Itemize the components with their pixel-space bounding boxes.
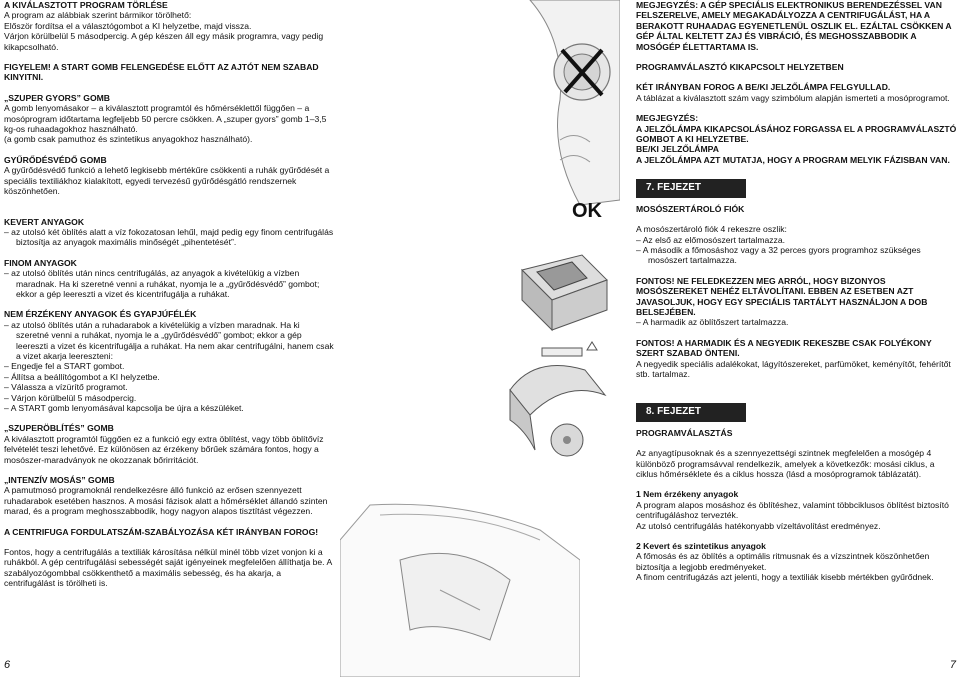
right-column: [636, 0, 958, 583]
drawer-illustration: [512, 250, 612, 360]
section-heading: FINOM ANYAGOK: [4, 257, 77, 268]
spacer: [636, 165, 958, 175]
spacer: [4, 299, 334, 309]
spacer: [636, 328, 958, 338]
spacer: [636, 479, 958, 489]
paragraph: A gyűrődésvédő funkció a lehető legkisebb mértékűre csökkenti a ruhák gyűrődését a speciális textiliákhoz kialakított, egyedi tervezésű gyűrődésgátló rendszernek köszönhetően.: [4, 165, 330, 197]
spacer: [636, 214, 958, 224]
section-heading: A CENTRIFUGA FORDULATSZÁM-SZABÁLYOZÁSA KÉT IRÁNYBAN FOROG!: [4, 526, 319, 537]
page-number-right: 7: [949, 659, 956, 671]
section-heading: A KIVÁLASZTOTT PROGRAM TÖRLÉSE: [4, 0, 168, 10]
spacer: [4, 537, 334, 547]
list-item: – Engedje fel a START gombot.: [4, 361, 125, 372]
ok-label: OK: [572, 200, 602, 222]
list-item: – Állítsa a beállítógombot a KI helyzetbe.: [4, 371, 160, 382]
section-heading: A JELZŐLÁMPA KIKAPCSOLÁSÁHOZ FORGASSA EL A PROGRAMVÁLASZTÓ GOMBOT A KI HELYZETBE.: [636, 123, 957, 145]
section-heading: A JELZŐLÁMPA AZT MUTATJA, HOGY A PROGRAM MELYIK FÁZISBAN VAN.: [636, 154, 950, 165]
chapter-banner: 8. FEJEZET: [636, 403, 746, 421]
door-illustration: [340, 500, 580, 677]
spacer: [4, 465, 334, 475]
paragraph: Az utolsó centrifugálás hatékonyabb vízeltávolítást eredményez.: [636, 520, 881, 531]
spacer: [636, 438, 958, 448]
list-item: – az utolsó öblítés után nincs centrifugálás, az anyagok a kivételükig a vízben maradnak. Ha ki szeretné venni a ruhákat, nyomja le a „gyűrődésvédő” gombot; ekkor a gép leereszti a vizet és kicentrifugálja a ruhákat.: [4, 268, 320, 299]
section-heading: FONTOS! NE FELEDKEZZEN MEG ARRÓL, HOGY BIZONYOS MOSÓSZEREKET NEHÉZ ELTÁVOLÍTANI. EBBEN AZ ESETBEN AZT JAVASOLJUK, HOGY EGY SPECIÁLIS TARTÁLYT HASZNÁLJON A DOB BELSEJÉBEN.: [636, 275, 928, 317]
spacer: [4, 83, 334, 93]
section-heading: PROGRAMVÁLASZTÁS: [636, 427, 733, 438]
section-heading: „SZUPER GYORS” GOMB: [4, 92, 110, 103]
paragraph: A táblázat a kiválasztott szám vagy szimbólum alapján ismerteti a mosóprogramot.: [636, 92, 950, 103]
section-heading: BE/KI JELZŐLÁMPA: [636, 144, 719, 155]
paragraph: Várjon körülbelül 5 másodpercig. A gép készen áll egy másik programra, vagy pedig kikapcsolható.: [4, 31, 324, 52]
paragraph: A negyedik speciális adalékokat, lágyítószereket, parfümöket, keményítőt, fehérítőt stb. tartalmaz.: [636, 358, 951, 379]
spacer: [4, 248, 334, 258]
paragraph: A program alapos mosáshoz és öblítéshez, valamint többciklusos öblítést biztosító centrifugáláshoz tervezték.: [636, 499, 949, 521]
section-heading: „SZUPERÖBLÍTÉS” GOMB: [4, 423, 114, 434]
paragraph: A finom centrifugázás azt jelenti, hogy a textiliák kisebb mértékben gyűrődnek.: [636, 572, 934, 583]
sub-heading: 2 Kevert és szintetikus anyagok: [636, 541, 766, 552]
spacer: [4, 197, 334, 217]
list-item: – A START gomb lenyomásával kapcsolja be újra a készüléket.: [4, 403, 244, 413]
paragraph: A kiválasztott programtól függően ez a funkció egy extra öblítést, vagy több öblítővíz felvételét teszi lehetővé. Ez különösen az érzékeny bőrűek számára fontos, hogy a mosószer-maradványok ne okozzanak bőrirritációt.: [4, 433, 324, 465]
section-heading: FIGYELEM! A START GOMB FELENGEDÉSE ELŐTT AZ AJTÓT NEM SZABAD KINYITNI.: [4, 62, 319, 83]
spacer: [636, 72, 958, 82]
paragraph: A mosószertároló fiók 4 rekeszre oszlik:: [636, 224, 787, 235]
paragraph: Először fordítsa el a választógombot a KI helyzetbe, majd vissza.: [4, 20, 252, 31]
spacer: [636, 266, 958, 276]
section-heading: MEGJEGYZÉS: A GÉP SPECIÁLIS ELEKTRONIKUS BERENDEZÉSSEL VAN FELSZERELVE, AMELY MEGAKADÁLYOZZA A CENTRIFUGÁLÁST, HA A BERAKOTT RUHAADAG EGYENETLENÜL OSZLIK EL. EZÁLTAL CSÖKKEN A GÉP ÁLTAL KELTETT ZAJ ÉS VIBRÁCIÓ, ÉS MEGHOSSZABBODIK A MOSÓGÉP ÉLETTARTAMA IS.: [636, 0, 952, 52]
paragraph: A pamutmosó programoknál rendelkezésre álló funkció az erősen szennyezett ruhadarabok esetében hasznos. A mosási fázisok alatt a hőmérséklet állandó szinten marad, és a program meghosszabbodik, hogy nagyon alapos tisztítást végezzen.: [4, 485, 328, 517]
list-item: – Az első az előmosószert tartalmazza.: [636, 234, 786, 245]
paragraph: Fontos, hogy a centrifugálás a textiliák károsítása nélkül minél több vizet vonjon ki a ruhákból. A gép centrifugálási sebességét saját igényeinek megfelelően állíthatja be. A szabályozógombbal csökkenthető a maximális sebesség, és ha akarja, a centrifugálást is törölheti is.: [4, 547, 332, 589]
spacer: [636, 52, 958, 62]
list-item: – az utolsó két öblítés alatt a víz fokozatosan lehűl, majd pedig egy finom centrifugálás biztosítja az anyagok maximális minőségét „pihentetését”.: [4, 226, 334, 248]
section-heading: NEM ÉRZÉKENY ANYAGOK ÉS GYAPJÚFÉLÉK: [4, 309, 197, 320]
section-heading: MEGJEGYZÉS:: [636, 113, 699, 124]
spacer: [4, 413, 334, 423]
list-item: – Várjon körülbelül 5 másodpercig.: [4, 392, 137, 403]
section-heading: FONTOS! A HARMADIK ÉS A NEGYEDIK REKESZBE CSAK FOLYÉKONY SZERT SZABAD ÖNTENI.: [636, 337, 932, 359]
spacer: [636, 103, 958, 113]
spacer: [636, 531, 958, 541]
list-item: – az utolsó öblítés után a ruhadarabok a kivételükig a vízben maradnak. Ha ki szeretné venni a ruhákat, nyomja le a „gyűrődésvédő” gombot; ekkor a gép leereszti a vizet és kicentrifugálja a ruhákat. Ha nem akar centrifugálni, hanem csak a vizet akarja leereszteni:: [4, 319, 334, 361]
spacer: [4, 52, 334, 62]
sub-heading: 1 Nem érzékeny anyagok: [636, 489, 739, 500]
paragraph: Az anyagtípusoknak és a szennyezettségi szintnek megfelelően a mosógép 4 különböző programsávval rendelkezik, amelyek a következők: mosási ciklus, a ciklus hőmérséklete és a ciklus hossza (lásd a mosóprogramok táblázatát).: [636, 448, 935, 479]
section-heading: GYŰRŐDÉSVÉDŐ GOMB: [4, 154, 107, 165]
paragraph: A program az alábbiak szerint bármikor törölhető:: [4, 10, 192, 21]
spacer: [4, 517, 334, 527]
spacer: [636, 379, 958, 399]
dial-illustration: [520, 0, 620, 210]
list-item: – A harmadik az öblítőszert tartalmazza.: [636, 317, 789, 328]
paragraph: A gomb lenyomásakor – a kiválasztott programtól és hőmérséklettől függően – a mosóprogram időtartama legfeljebb 50 percre csökken. A „szuper gyors” gomb 1–3,5 kg-os ruhaadagokhoz használható.: [4, 103, 327, 135]
spacer: [4, 145, 334, 155]
section-heading: KEVERT ANYAGOK: [4, 216, 85, 227]
paragraph: (a gomb csak pamuthoz és szintetikus anyagokhoz használható).: [4, 134, 253, 145]
chapter-banner: 7. FEJEZET: [636, 179, 746, 197]
section-heading: „INTENZÍV MOSÁS” GOMB: [4, 475, 115, 486]
page-number-left: 6: [4, 659, 11, 671]
section-heading: MOSÓSZERTÁROLÓ FIÓK: [636, 203, 745, 214]
section-heading: KÉT IRÁNYBAN FOROG A BE/KI JELZŐLÁMPA FELGYULLAD.: [636, 82, 891, 93]
drum-illustration: [505, 350, 610, 460]
left-column: [4, 0, 334, 589]
paragraph: A főmosás és az öblítés a optimális ritmusnak és a vízszintnek köszönhetően biztosítja a legjobb eredményeket.: [636, 551, 930, 572]
section-heading: PROGRAMVÁLASZTÓ KIKAPCSOLT HELYZETBEN: [636, 62, 844, 73]
list-item: – A második a főmosáshoz vagy a 32 perces gyors programhoz szükséges mosószert tartalmazza.: [636, 244, 921, 266]
list-item: – Válassza a vízürítő programot.: [4, 382, 128, 393]
